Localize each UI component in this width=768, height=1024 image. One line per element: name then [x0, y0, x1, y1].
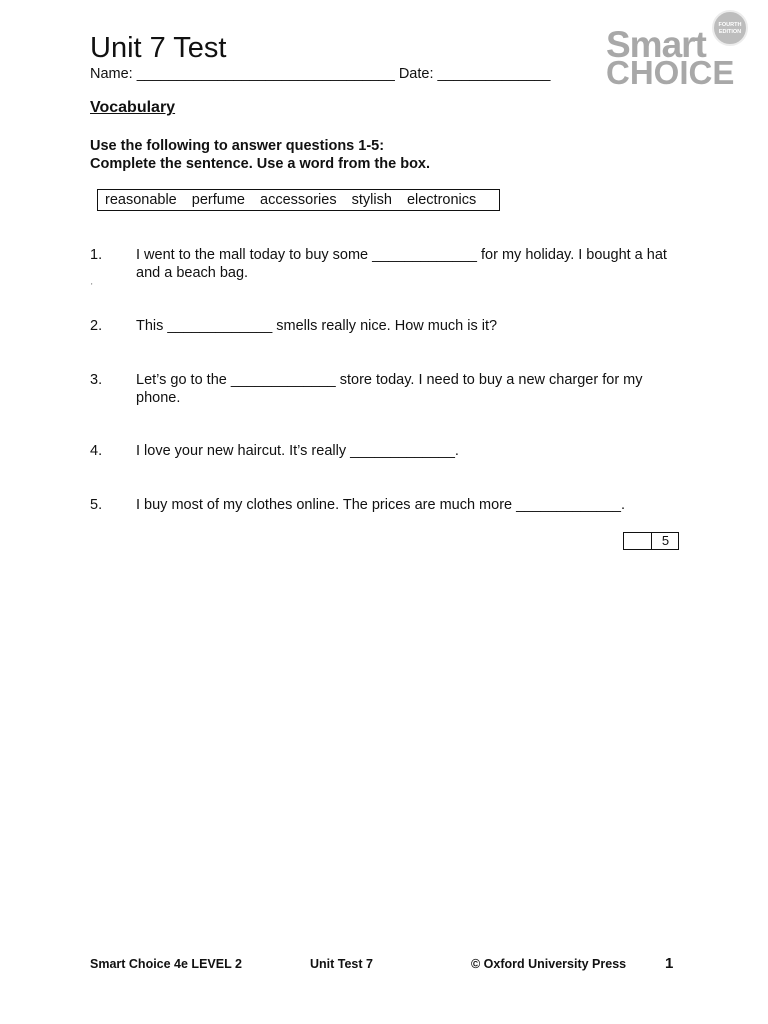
question-number: 1.: [90, 247, 103, 263]
edition-badge-line2: EDITION: [718, 29, 742, 35]
question-number: 4.: [90, 443, 103, 459]
score-box: [623, 532, 679, 550]
question-text: I love your new haircut. It’s really _____________.: [136, 443, 459, 459]
word-box-item: perfume: [191, 192, 245, 208]
name-date-line: Name: ________________________________ Date: ______________: [90, 66, 551, 82]
logo-word-smart: Smart: [606, 24, 706, 65]
footer-unit: Unit Test 7: [310, 957, 373, 971]
instruction-line-1: Use the following to answer questions 1-5:: [90, 138, 385, 154]
word-box: [97, 189, 500, 211]
question-text: This _____________ smells really nice. How much is it?: [136, 318, 498, 334]
score-total: 5: [651, 533, 679, 549]
stray-mark: ': [91, 282, 93, 291]
question-text: I went to the mall today to buy some _____________ for my holiday. I bought a hat and a beach bag.: [136, 247, 667, 281]
instructions: [90, 137, 430, 173]
word-box-item: electronics: [406, 192, 477, 208]
question-text: I buy most of my clothes online. The prices are much more _____________.: [136, 497, 625, 513]
logo-word-choice: CHOICE: [606, 54, 735, 91]
section-heading: Vocabulary: [90, 99, 176, 116]
edition-badge-line1: FOURTH: [718, 22, 742, 28]
question-number: 2.: [90, 318, 103, 334]
word-box-item: accessories: [260, 192, 337, 208]
question-number: 5.: [90, 497, 103, 513]
footer-copyright: © Oxford University Press: [471, 957, 627, 971]
footer-book: Smart Choice 4e LEVEL 2: [90, 957, 242, 971]
word-box-item: stylish: [351, 192, 392, 208]
question-text: Let’s go to the _____________ store today. I need to buy a new charger for my phone.: [136, 372, 643, 406]
edition-badge: [712, 10, 748, 46]
word-box-item: reasonable: [105, 192, 177, 208]
page-number: 1: [665, 955, 674, 972]
page-title: Unit 7 Test: [90, 32, 227, 64]
instruction-line-2: Complete the sentence. Use a word from the box.: [90, 156, 431, 172]
question-number: 3.: [90, 372, 103, 388]
smart-choice-logo: [598, 8, 754, 90]
